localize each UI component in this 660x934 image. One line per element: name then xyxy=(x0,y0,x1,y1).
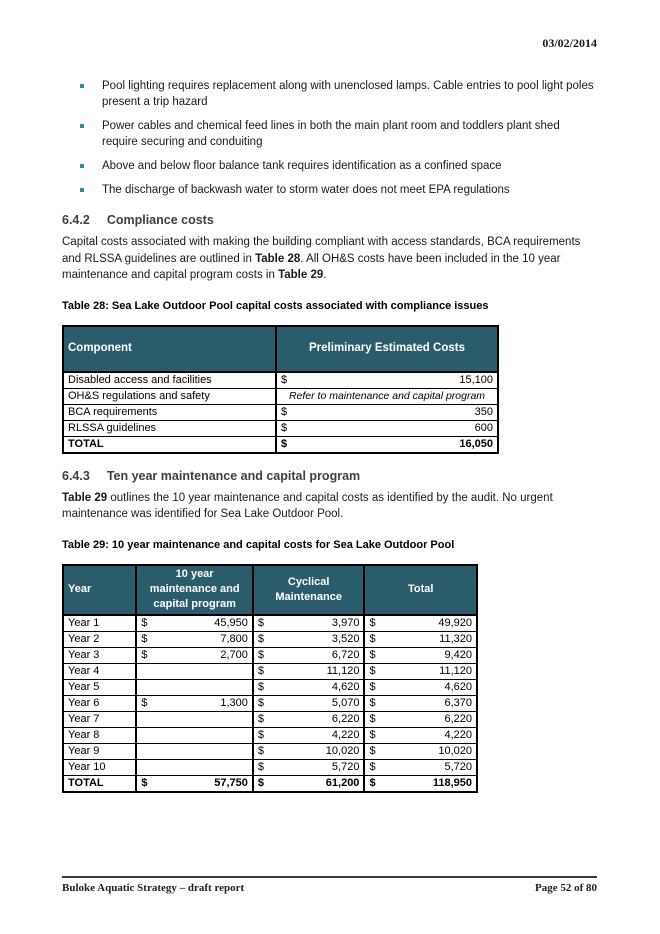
currency-symbol: $ xyxy=(141,632,148,645)
total-cell xyxy=(364,631,477,647)
table-row xyxy=(63,743,477,759)
bullet-text: Power cables and chemical feed lines in both the main plant room and toddlers plant shed require securing and conduiting xyxy=(102,120,560,148)
bullet-text: The discharge of backwash water to storm water does not meet EPA regulations xyxy=(102,184,510,196)
amount: 4,620 xyxy=(444,680,472,693)
bullet-list xyxy=(62,78,597,198)
table-total-row xyxy=(63,775,477,792)
year-cell: Year 8 xyxy=(63,727,136,743)
amount: 57,750 xyxy=(214,776,248,789)
amount: 1,300 xyxy=(220,696,248,709)
table-28-caption: Table 28: Sea Lake Outdoor Pool capital costs associated with compliance issues xyxy=(62,299,489,312)
amount: 7,800 xyxy=(220,632,248,645)
table-row xyxy=(63,711,477,727)
total-cell xyxy=(364,615,477,632)
currency-symbol: $ xyxy=(369,760,376,773)
currency-symbol: $ xyxy=(257,648,265,661)
amount: 11,120 xyxy=(439,664,472,677)
maintenance-cell xyxy=(136,615,253,632)
amount: 118,950 xyxy=(432,776,472,789)
currency-symbol: $ xyxy=(141,776,148,789)
amount: 2,700 xyxy=(220,648,248,661)
col-header-component: Component xyxy=(63,326,276,372)
amount: 45,950 xyxy=(214,616,248,629)
total-cell xyxy=(364,743,477,759)
currency-symbol: $ xyxy=(369,744,376,757)
currency-symbol: $ xyxy=(281,437,288,450)
table-row xyxy=(63,388,498,404)
col-header-maintenance-program: 10 year maintenance and capital program xyxy=(136,565,253,615)
component-cell: Disabled access and facilities xyxy=(63,372,276,389)
amount: 6,220 xyxy=(331,712,360,725)
page-footer xyxy=(62,876,597,894)
total-cell xyxy=(364,711,477,727)
amount: 5,070 xyxy=(331,696,360,709)
currency-symbol: $ xyxy=(281,421,288,434)
maintenance-cell xyxy=(136,695,253,711)
currency-symbol: $ xyxy=(369,680,376,693)
amount: 15,100 xyxy=(459,373,493,386)
cost-cell xyxy=(276,372,498,389)
table-row xyxy=(63,404,498,420)
col-header-total: Total xyxy=(364,565,477,615)
maintenance-cell xyxy=(136,663,253,679)
total-cost-cell xyxy=(276,436,498,453)
component-cell: BCA requirements xyxy=(63,404,276,420)
bullet-item xyxy=(62,118,597,150)
year-cell: Year 4 xyxy=(63,663,136,679)
amount: 3,970 xyxy=(331,616,360,629)
currency-symbol: $ xyxy=(369,776,376,789)
currency-symbol: $ xyxy=(369,616,376,629)
currency-symbol: $ xyxy=(257,696,265,709)
compliance-paragraph: Capital costs associated with making the building compliant with access standards, BCA requirements and RLSSA guidelines are outlined in Table 28. All OH&S costs have been included in the 10 year maintenance and capital program costs in Table 29. xyxy=(62,236,581,281)
currency-symbol: $ xyxy=(141,696,148,709)
total-cell xyxy=(364,647,477,663)
cyclical-cell xyxy=(253,743,365,759)
amount: 16,050 xyxy=(459,437,493,450)
amount: 10,020 xyxy=(325,744,360,757)
cyclical-cell xyxy=(253,647,365,663)
cost-cell xyxy=(276,420,498,436)
col-header-cyclical: Cyclical Maintenance xyxy=(253,565,365,615)
square-bullet-icon xyxy=(80,164,84,168)
total-cell xyxy=(364,695,477,711)
section-title: Ten year maintenance and capital program xyxy=(106,468,361,483)
component-cell: OH&S regulations and safety xyxy=(63,388,276,404)
section-heading-maintenance xyxy=(62,469,597,483)
year-cell: Year 7 xyxy=(63,711,136,727)
currency-symbol: $ xyxy=(257,712,265,725)
currency-symbol: $ xyxy=(369,664,376,677)
table-total-row xyxy=(63,436,498,453)
currency-symbol: $ xyxy=(141,648,148,661)
currency-symbol: $ xyxy=(369,632,376,645)
currency-symbol: $ xyxy=(141,616,148,629)
table-28 xyxy=(62,325,499,454)
table-row xyxy=(63,615,477,632)
footer-document-title: Buloke Aquatic Strategy – draft report xyxy=(62,882,245,894)
cost-cell xyxy=(276,404,498,420)
maintenance-cell xyxy=(136,743,253,759)
amount: 11,120 xyxy=(326,664,360,677)
currency-symbol: $ xyxy=(257,760,265,773)
cyclical-cell xyxy=(253,711,365,727)
section-number: 6.4.3 xyxy=(62,468,90,483)
footer-page-number: Page 52 of 80 xyxy=(534,882,597,894)
total-cell xyxy=(364,759,477,775)
amount: 3,520 xyxy=(331,632,360,645)
maintenance-cell xyxy=(136,631,253,647)
square-bullet-icon xyxy=(80,124,84,128)
amount: 4,220 xyxy=(331,728,360,741)
table-29-caption: Table 29: 10 year maintenance and capital costs for Sea Lake Outdoor Pool xyxy=(62,538,455,551)
currency-symbol: $ xyxy=(369,728,376,741)
section-title: Compliance costs xyxy=(106,213,214,227)
maintenance-cell xyxy=(136,727,253,743)
grand-total-cell xyxy=(364,775,477,792)
currency-symbol: $ xyxy=(281,405,288,418)
total-cell xyxy=(364,727,477,743)
total-cell xyxy=(364,663,477,679)
bullet-text: Above and below floor balance tank requires identification as a confined space xyxy=(102,160,502,172)
maintenance-cell xyxy=(136,647,253,663)
table-28-header-row xyxy=(63,326,498,372)
year-cell: Year 9 xyxy=(63,743,136,759)
cyclical-cell xyxy=(253,631,365,647)
amount: 6,370 xyxy=(444,696,472,709)
currency-symbol: $ xyxy=(257,664,265,677)
currency-symbol: $ xyxy=(257,680,265,693)
currency-symbol: $ xyxy=(257,776,265,789)
amount: 11,320 xyxy=(439,632,472,645)
amount: 4,620 xyxy=(331,680,360,693)
year-cell: Year 5 xyxy=(63,679,136,695)
cyclical-cell xyxy=(253,695,365,711)
maintenance-cell xyxy=(136,679,253,695)
section-heading-compliance xyxy=(62,213,597,227)
bullet-text: Pool lighting requires replacement along with unenclosed lamps. Cable entries to pool light poles present a trip hazard xyxy=(102,80,594,108)
year-cell: Year 3 xyxy=(63,647,136,663)
table-row xyxy=(63,631,477,647)
cyclical-cell xyxy=(253,679,365,695)
currency-symbol: $ xyxy=(257,744,265,757)
amount: 600 xyxy=(474,421,493,434)
square-bullet-icon xyxy=(80,188,84,192)
col-header-estimated-costs: Preliminary Estimated Costs xyxy=(276,326,498,372)
currency-symbol: $ xyxy=(257,728,265,741)
year-cell: Year 6 xyxy=(63,695,136,711)
amount: 5,720 xyxy=(331,760,360,773)
currency-symbol: $ xyxy=(369,712,376,725)
amount: 6,220 xyxy=(444,712,472,725)
table-row xyxy=(63,372,498,389)
component-cell: RLSSA guidelines xyxy=(63,420,276,436)
total-cell xyxy=(364,679,477,695)
section-number: 6.4.2 xyxy=(62,213,90,227)
bullet-item xyxy=(62,78,597,110)
year-cell: Year 10 xyxy=(63,759,136,775)
cyclical-cell xyxy=(253,663,365,679)
square-bullet-icon xyxy=(80,84,84,88)
table-row xyxy=(63,663,477,679)
amount: 6,720 xyxy=(331,648,360,661)
maintenance-cell xyxy=(136,759,253,775)
cyclical-cell xyxy=(253,759,365,775)
bullet-item xyxy=(62,158,597,174)
amount: 49,920 xyxy=(438,616,472,629)
cost-note-cell: Refer to maintenance and capital program xyxy=(276,388,498,404)
total-label-cell: TOTAL xyxy=(63,436,276,453)
bullet-item xyxy=(62,182,597,198)
amount: 350 xyxy=(474,405,493,418)
currency-symbol: $ xyxy=(257,616,265,629)
year-cell: Year 2 xyxy=(63,631,136,647)
table-row xyxy=(63,647,477,663)
table-row xyxy=(63,420,498,436)
cyclical-cell xyxy=(253,615,365,632)
maintenance-total-cell xyxy=(136,775,253,792)
currency-symbol: $ xyxy=(369,696,376,709)
currency-symbol: $ xyxy=(369,648,376,661)
table-row xyxy=(63,727,477,743)
amount: 4,220 xyxy=(444,728,472,741)
cyclical-cell xyxy=(253,727,365,743)
amount: 10,020 xyxy=(438,744,472,757)
amount: 9,420 xyxy=(444,648,472,661)
table-row xyxy=(63,679,477,695)
currency-symbol: $ xyxy=(257,632,265,645)
col-header-year: Year xyxy=(63,565,136,615)
table-29 xyxy=(62,564,478,793)
maintenance-paragraph: Table 29 outlines the 10 year maintenance and capital costs as identified by the audit. No urgent maintenance was identified for Sea Lake Outdoor Pool. xyxy=(62,491,553,520)
year-cell: Year 1 xyxy=(63,615,136,632)
amount: 5,720 xyxy=(444,760,472,773)
amount: 61,200 xyxy=(325,776,360,789)
cyclical-total-cell xyxy=(253,775,365,792)
table-row xyxy=(63,695,477,711)
page-content xyxy=(62,0,597,793)
currency-symbol: $ xyxy=(281,373,288,386)
table-row xyxy=(63,759,477,775)
total-label-cell: TOTAL xyxy=(63,775,136,792)
maintenance-cell xyxy=(136,711,253,727)
table-29-header-row xyxy=(63,565,477,615)
page-date: 03/02/2014 xyxy=(542,36,597,50)
